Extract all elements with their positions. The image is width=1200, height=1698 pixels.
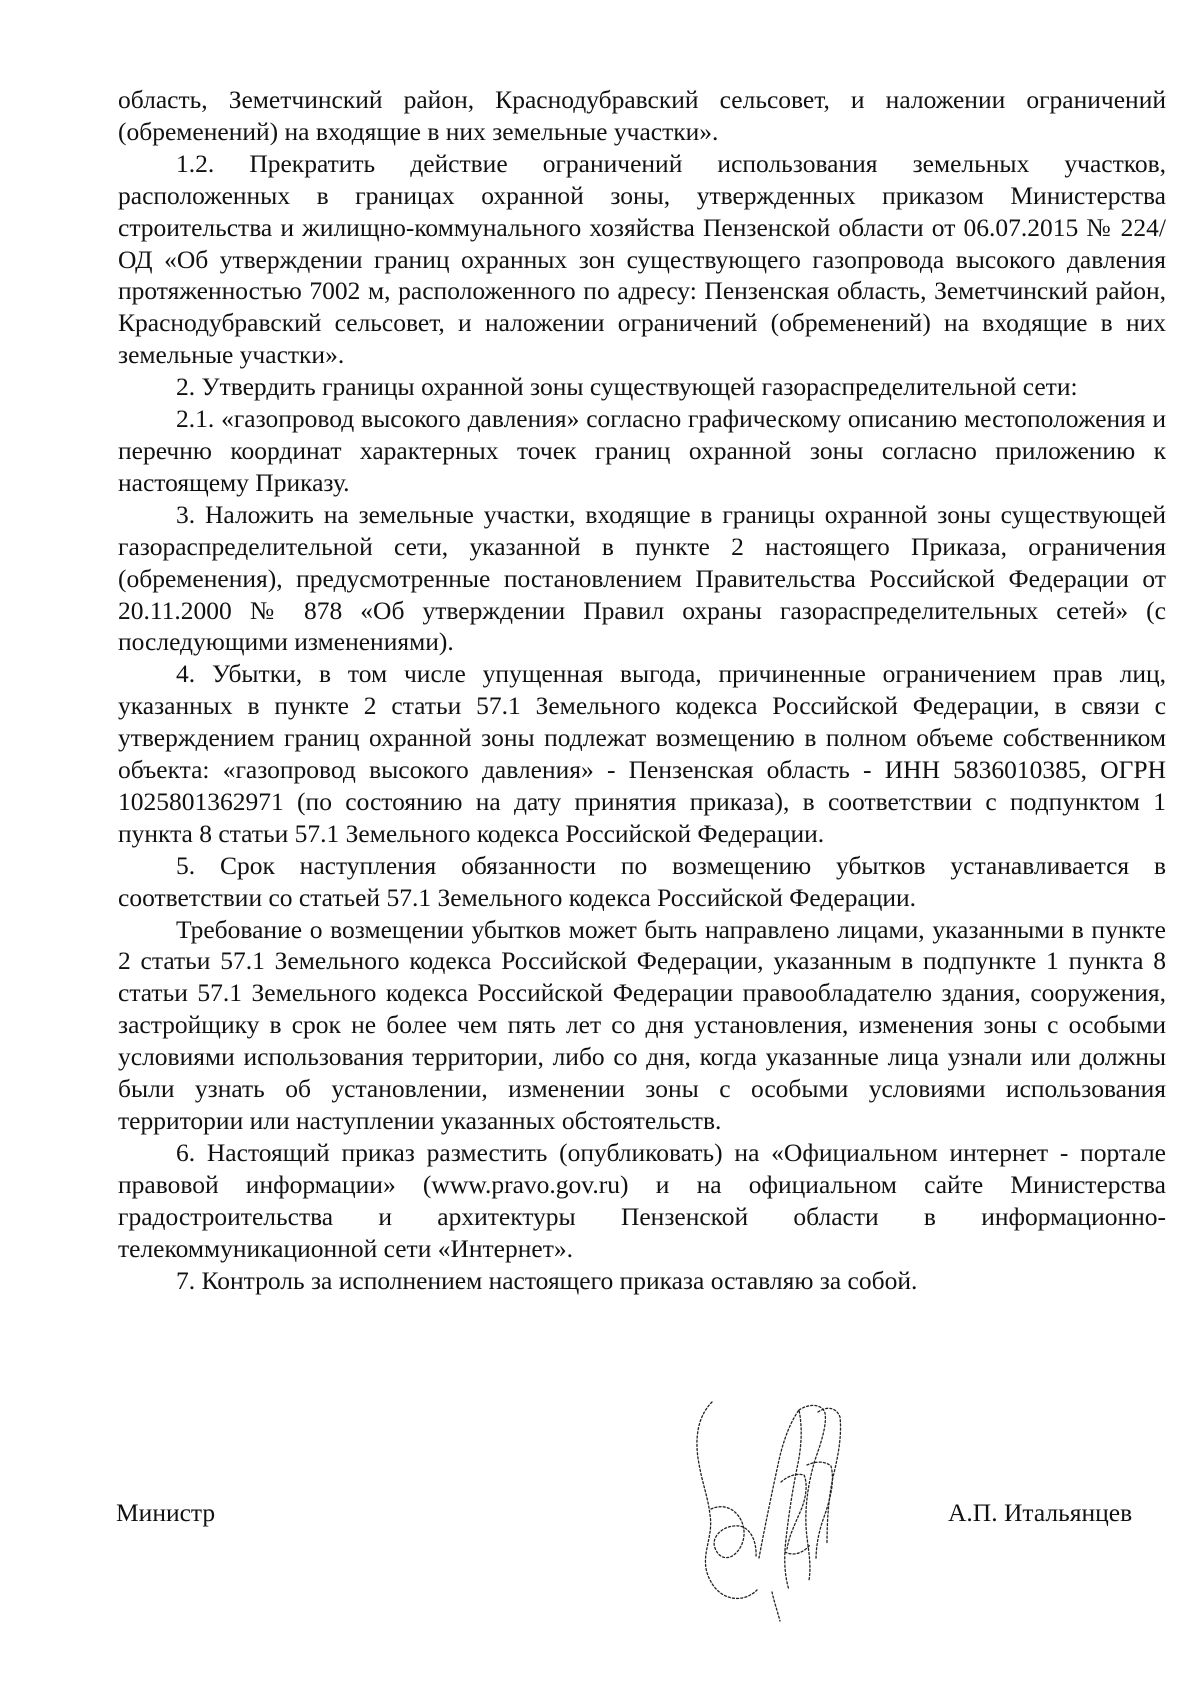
handwritten-signature-icon	[690, 1394, 850, 1624]
paragraph-6: 6. Настоящий приказ разместить (опубликовать) на «Официальном интернет - портале правовой информации» (www.pravo.gov.ru) и на официальном сайте Министерства градостроительства и архитектуры Пензенской области в информационно-телекоммуникационной сети «Интернет».	[118, 1137, 1166, 1263]
paragraph-5-claim: Требование о возмещении убытков может быть направлено лицами, указанными в пункте 2 статьи 57.1 Земельного кодекса Российской Федерации, указанным в подпункте 1 пункта 8 статьи 57.1 Земельного кодекса Российской Федерации правообладателю здания, сооружения, застройщику в срок не более чем пять лет со дня установления, изменения зоны с особыми условиями использования территории, либо со дня, когда указанные лица узнали или должны были узнать об установлении, изменении зоны с особыми условиями использования территории или наступлении указанных обстоятельств.	[118, 914, 1166, 1135]
paragraph-3: 3. Наложить на земельные участки, входящие в границы охранной зоны существующей газораспределительной сети, указанной в пункте 2 настоящего Приказа, ограничения (обременения), предусмотренные постановлением Правительства Российской Федерации от 20.11.2000 № 878 «Об утверждении Правил охраны газораспределительных сетей» (с последующими изменениями).	[118, 499, 1166, 657]
paragraph-4: 4. Убытки, в том числе упущенная выгода, причиненные ограничением прав лиц, указанных в пункте 2 статьи 57.1 Земельного кодекса Российской Федерации, в связи с утверждением границ охранной зоны подлежат возмещению в полном объеме собственником объекта: «газопровод высокого давления» - Пензенская область - ИНН 5836010385, ОГРН 1025801362971 (по состоянию на дату принятия приказа), в соответствии с подпунктом 1 пункта 8 статьи 57.1 Земельного кодекса Российской Федерации.	[118, 659, 1166, 848]
paragraph-7: 7. Контроль за исполнением настоящего приказа оставляю за собой.	[176, 1265, 918, 1295]
signer-name: А.П. Итальянцев	[948, 1498, 1133, 1527]
paragraph-2-1: 2.1. «газопровод высокого давления» согласно графическому описанию местоположения и перечню координат характерных точек границ охранной зоны согласно приложению к настоящему Приказу.	[118, 404, 1166, 497]
document-body	[118, 84, 1166, 1296]
paragraph-2: 2. Утвердить границы охранной зоны существующей газораспределительной сети:	[176, 372, 1078, 402]
paragraph-5: 5. Срок наступления обязанности по возмещению убытков устанавливается в соответствии со статьей 57.1 Земельного кодекса Российской Федерации.	[118, 850, 1166, 912]
signer-position: Министр	[116, 1498, 216, 1527]
paragraph-1-1-continuation: область, Земетчинский район, Краснодубравский сельсовет, и наложении ограничений (обременений) на входящие в них земельные участки».	[118, 85, 1166, 146]
paragraph-1-2: 1.2. Прекратить действие ограничений использования земельных участков, расположенных в границах охранной зоны, утвержденных приказом Министерства строительства и жилищно-коммунального хозяйства Пензенской области от 06.07.2015 № 224/ОД «Об утверждении границ охранных зон существующего газопровода высокого давления протяженностью 7002 м, расположенного по адресу: Пензенская область, Земетчинский район, Краснодубравский сельсовет, и наложении ограничений (обременений) на входящие в них земельные участки».	[118, 148, 1166, 370]
